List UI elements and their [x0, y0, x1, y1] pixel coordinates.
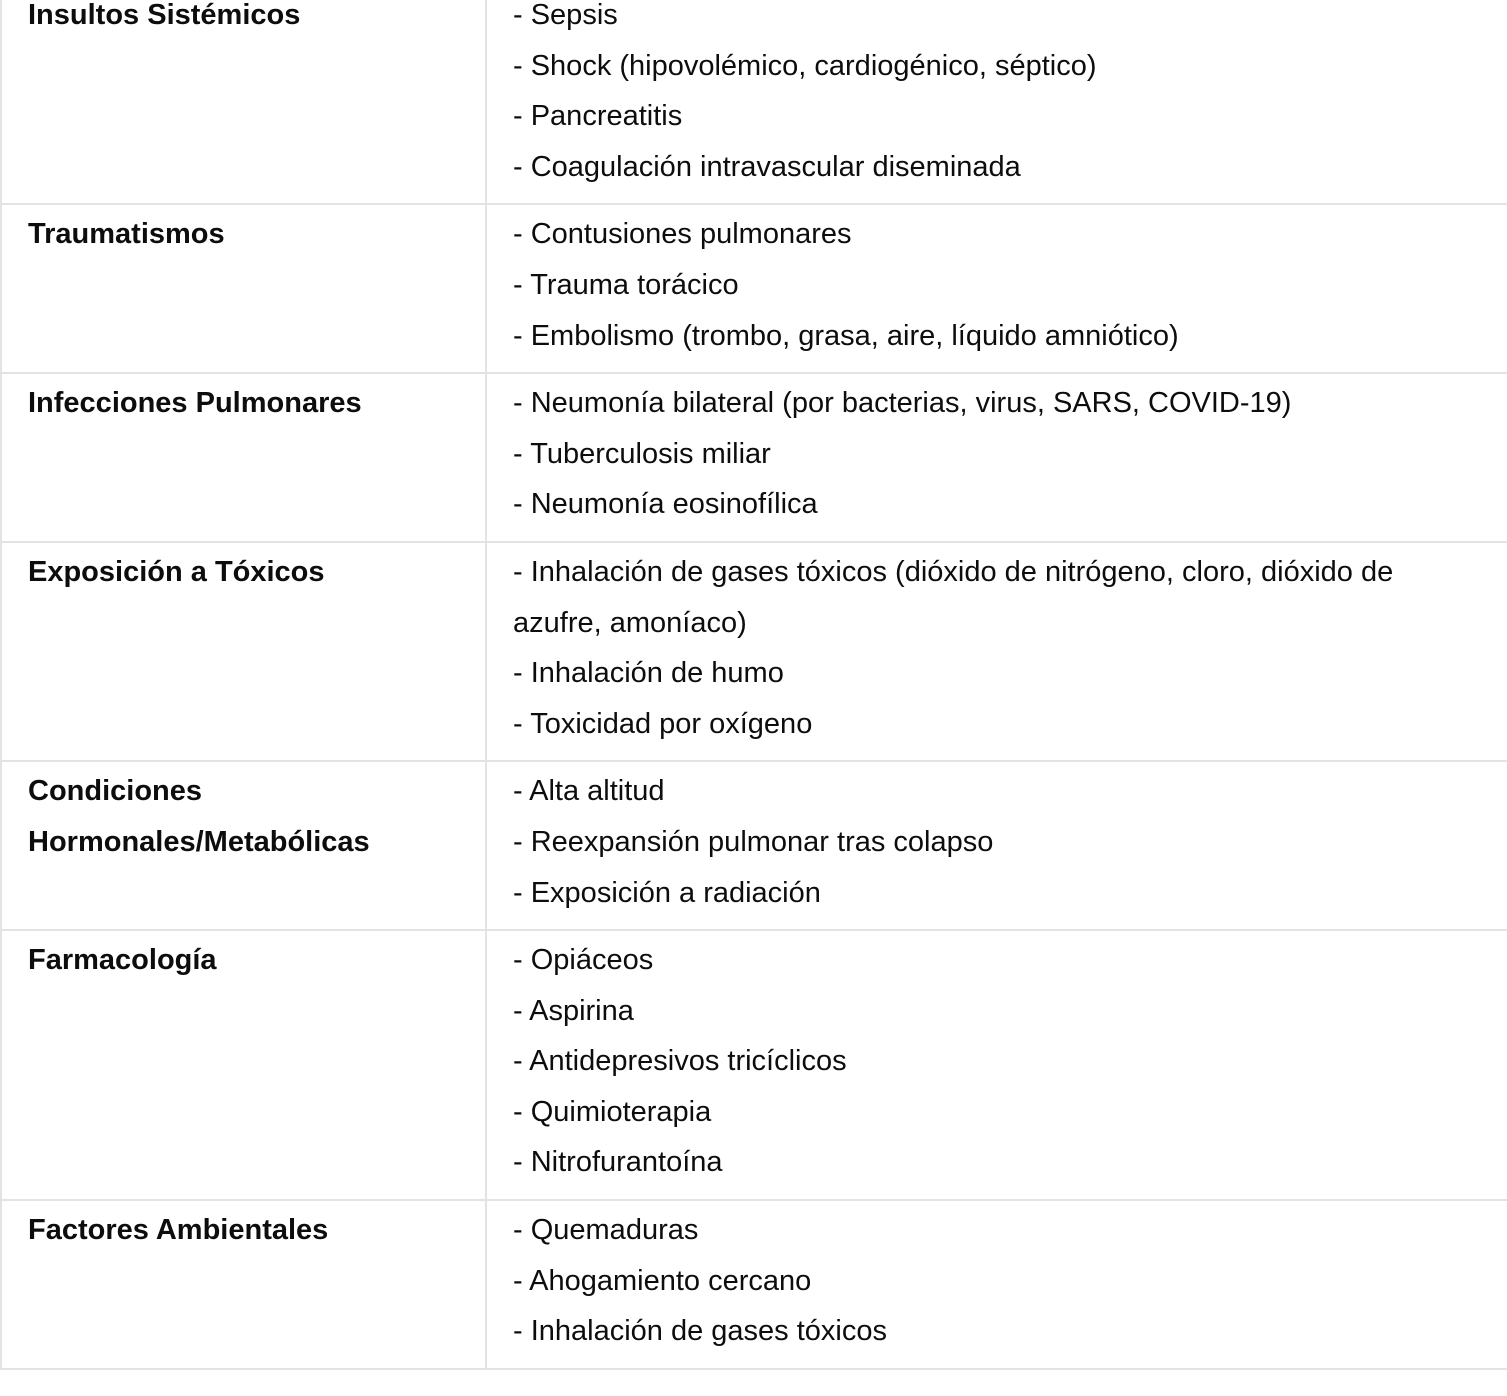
list-item: - Quimioterapia: [513, 1095, 712, 1128]
list-item: - Pancreatitis: [513, 100, 683, 133]
category-cell: Exposición a Tóxicos: [1, 542, 486, 761]
list-item: - Embolismo (trombo, grasa, aire, líquido amniótico): [513, 319, 1179, 352]
items-cell: [486, 930, 1507, 1200]
list-item: - Neumonía eosinofílica: [513, 488, 818, 521]
items-cell: [486, 542, 1507, 761]
list-item: - Nitrofurantoína: [513, 1146, 723, 1179]
list-item: - Tuberculosis miliar: [513, 437, 771, 470]
list-item: - Ahogamiento cercano: [513, 1264, 812, 1297]
list-item: - Aspirina: [513, 994, 634, 1027]
list-item: - Opiáceos: [513, 944, 654, 977]
list-item: - Neumonía bilateral (por bacterias, virus, SARS, COVID-19): [513, 387, 1292, 420]
list-item: - Contusiones pulmonares: [513, 218, 852, 251]
table-row: [1, 1200, 1507, 1369]
table-row: [1, 930, 1507, 1200]
list-item: - Sepsis: [513, 0, 618, 31]
category-cell: Insultos Sistémicos: [1, 0, 486, 204]
items-cell: [486, 761, 1507, 930]
table-row: [1, 761, 1507, 930]
list-item: - Alta altitud: [513, 775, 665, 808]
category-cell: Traumatismos: [1, 204, 486, 373]
category-cell: Infecciones Pulmonares: [1, 373, 486, 542]
list-item: - Inhalación de gases tóxicos: [513, 1315, 887, 1348]
list-item: - Coagulación intravascular diseminada: [513, 150, 1021, 183]
items-cell: [486, 1200, 1507, 1369]
list-item: - Trauma torácico: [513, 268, 739, 301]
list-item: - Inhalación de humo: [513, 657, 784, 690]
table-row: [1, 542, 1507, 761]
table-row: [1, 204, 1507, 373]
items-cell: [486, 373, 1507, 542]
category-cell: Farmacología: [1, 930, 486, 1200]
category-cell: Condiciones Hormonales/Metabólicas: [1, 761, 486, 930]
list-item: - Toxicidad por oxígeno: [513, 707, 813, 740]
list-item: - Quemaduras: [513, 1214, 699, 1247]
table-row: [1, 0, 1507, 204]
items-cell: [486, 204, 1507, 373]
list-item: - Reexpansión pulmonar tras colapso: [513, 825, 994, 858]
list-item: - Inhalación de gases tóxicos (dióxido de nitrógeno, cloro, dióxido de azufre, amoníaco): [513, 555, 1394, 639]
list-item: - Shock (hipovolémico, cardiogénico, séptico): [513, 49, 1097, 82]
list-item: - Antidepresivos tricíclicos: [513, 1045, 847, 1078]
items-cell: [486, 0, 1507, 204]
list-item: - Exposición a radiación: [513, 876, 821, 909]
table-row: [1, 373, 1507, 542]
causes-table-body: [1, 0, 1507, 1369]
category-cell: Factores Ambientales: [1, 1200, 486, 1369]
